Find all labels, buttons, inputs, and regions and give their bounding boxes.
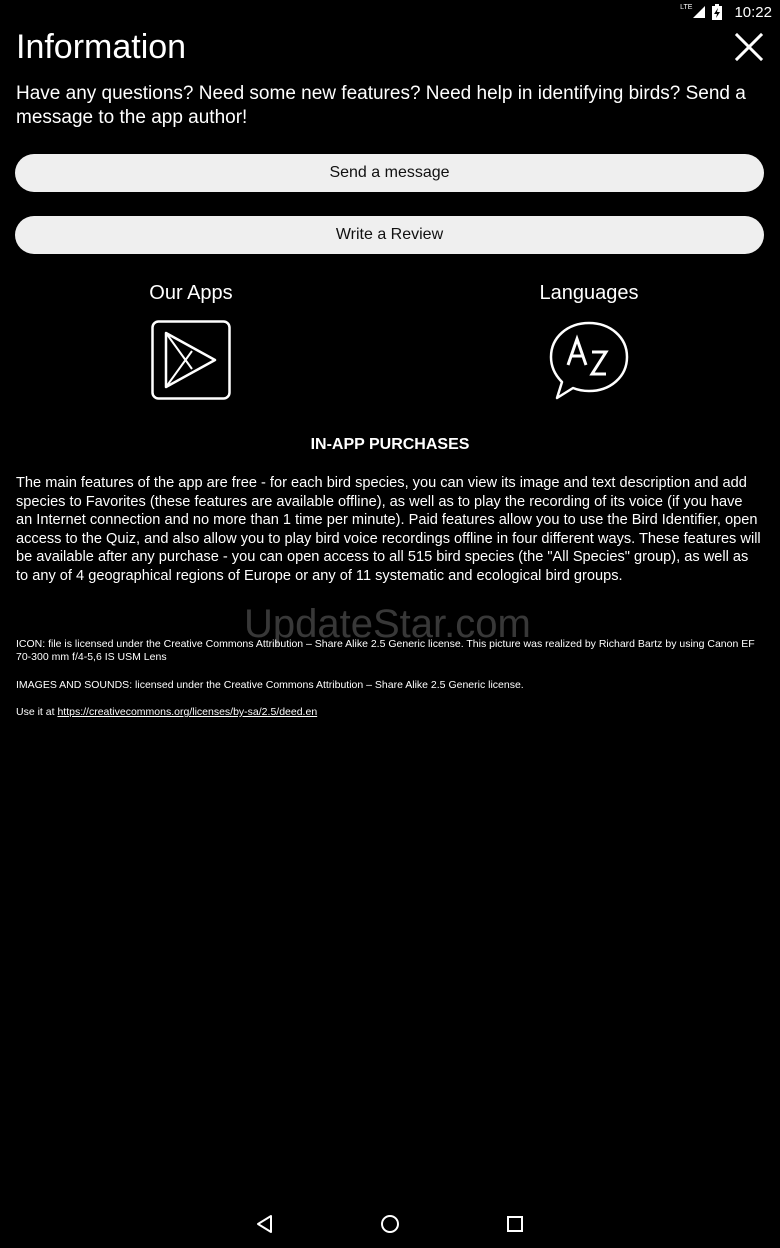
status-time: 10:22	[734, 3, 772, 21]
our-apps-label: Our Apps	[149, 282, 233, 304]
navigation-bar	[0, 1200, 780, 1248]
signal-icon	[692, 5, 706, 19]
recents-button[interactable]	[499, 1208, 531, 1240]
write-review-button[interactable]: Write a Review	[15, 216, 764, 254]
play-store-icon[interactable]	[151, 320, 231, 400]
license-link-line	[16, 706, 762, 719]
home-button[interactable]	[374, 1208, 406, 1240]
status-bar	[0, 0, 780, 24]
battery-charging-icon	[712, 4, 722, 20]
media-license-text: IMAGES AND SOUNDS: licensed under the Creative Commons Attribution – Share Alike 2.5 Generic license.	[16, 679, 524, 691]
send-message-button[interactable]: Send a message	[15, 154, 764, 192]
license-link-prefix: Use it at	[16, 706, 58, 718]
our-apps-tile[interactable]	[71, 282, 311, 400]
languages-tile[interactable]	[469, 282, 709, 402]
back-icon	[255, 1214, 275, 1234]
network-type-label: LTE	[680, 3, 693, 11]
license-link[interactable]: https://creativecommons.org/licenses/by-sa/2.5/deed.en	[57, 706, 318, 718]
page-title: Information	[16, 28, 187, 66]
intro-text: Have any questions? Need some new features? Need help in identifying birds? Send a message to the app author!	[16, 83, 746, 128]
recents-icon	[506, 1215, 524, 1233]
language-az-icon[interactable]	[548, 320, 630, 402]
in-app-purchases-heading: IN-APP PURCHASES	[310, 436, 470, 453]
watermark: UpdateStar.com	[244, 602, 531, 646]
back-button[interactable]	[249, 1208, 281, 1240]
home-icon	[380, 1214, 400, 1234]
icon-license-text: ICON: file is licensed under the Creative Commons Attribution – Share Alike 2.5 Generic license. This picture was realized by Richard Bartz by using Canon EF 70-300 mm f/4-5,6 IS USM Lens	[16, 638, 755, 663]
close-button[interactable]	[732, 30, 766, 64]
in-app-purchases-text: The main features of the app are free - for each bird species, you can view its image and text description and add species to Favorites (these features are available offline), as well as to play the recording of its voice (if you have an Internet connection and no more than 1 time per minute). Paid features allow you to use the Bird Identifier, open access to the Quiz, and also allow you to play bird voice recordings offline in four different ways. These features will be available after any purchase - you can open access to all 515 bird species (the "All Species" group), as well as to any of 4 geographical regions of Europe or any of 11 systematic and ecological bird groups.	[16, 475, 761, 584]
close-icon	[732, 30, 766, 64]
languages-label: Languages	[539, 282, 639, 304]
